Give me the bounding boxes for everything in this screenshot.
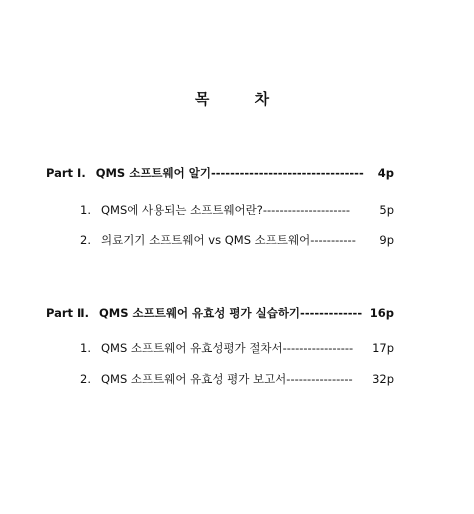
item-1-2-title: 의료기기 소프트웨어 vs QMS 소프트웨어: [100, 233, 311, 247]
item-2-1-page: 17p: [372, 341, 394, 355]
part-1-title: QMS 소프트웨어 알기: [95, 166, 211, 180]
item-2-1-title: QMS 소프트웨어 유효성평가 절차서: [100, 341, 283, 355]
toc-part-2: [46, 305, 362, 321]
part-2-page: 16p: [369, 306, 394, 320]
item-1-1-page: 5p: [379, 203, 394, 217]
item-2-1-number: 1.: [80, 341, 91, 355]
toc-title: 목 차: [194, 90, 290, 108]
toc-item-1-2: [80, 232, 356, 248]
item-2-2-page: 32p: [372, 372, 394, 386]
part-2-leader: -------------: [300, 306, 363, 320]
part-1-page: 4p: [377, 166, 394, 180]
item-1-1-number: 1.: [80, 203, 91, 217]
item-2-1-leader: -----------------: [282, 341, 354, 355]
toc-item-2-1: [80, 340, 353, 356]
item-1-2-number: 2.: [80, 233, 91, 247]
toc-item-1-1: [80, 202, 350, 218]
item-1-2-page: 9p: [379, 233, 394, 247]
part-1-leader: --------------------------------: [210, 166, 364, 180]
item-1-1-title: QMS에 사용되는 소프트웨어란?: [100, 203, 263, 217]
part-1-label: Part Ⅰ.: [46, 166, 86, 180]
item-2-2-leader: ----------------: [286, 372, 353, 386]
item-1-1-leader: ---------------------: [262, 203, 351, 217]
item-1-2-leader: -----------: [310, 233, 356, 247]
item-2-2-title: QMS 소프트웨어 유효성 평가 보고서: [100, 372, 287, 386]
toc-part-1: [46, 165, 364, 181]
item-2-2-number: 2.: [80, 372, 91, 386]
part-2-label: Part Ⅱ.: [46, 306, 89, 320]
part-2-title: QMS 소프트웨어 유효성 평가 실습하기: [99, 306, 301, 320]
toc-item-2-2: [80, 371, 353, 387]
